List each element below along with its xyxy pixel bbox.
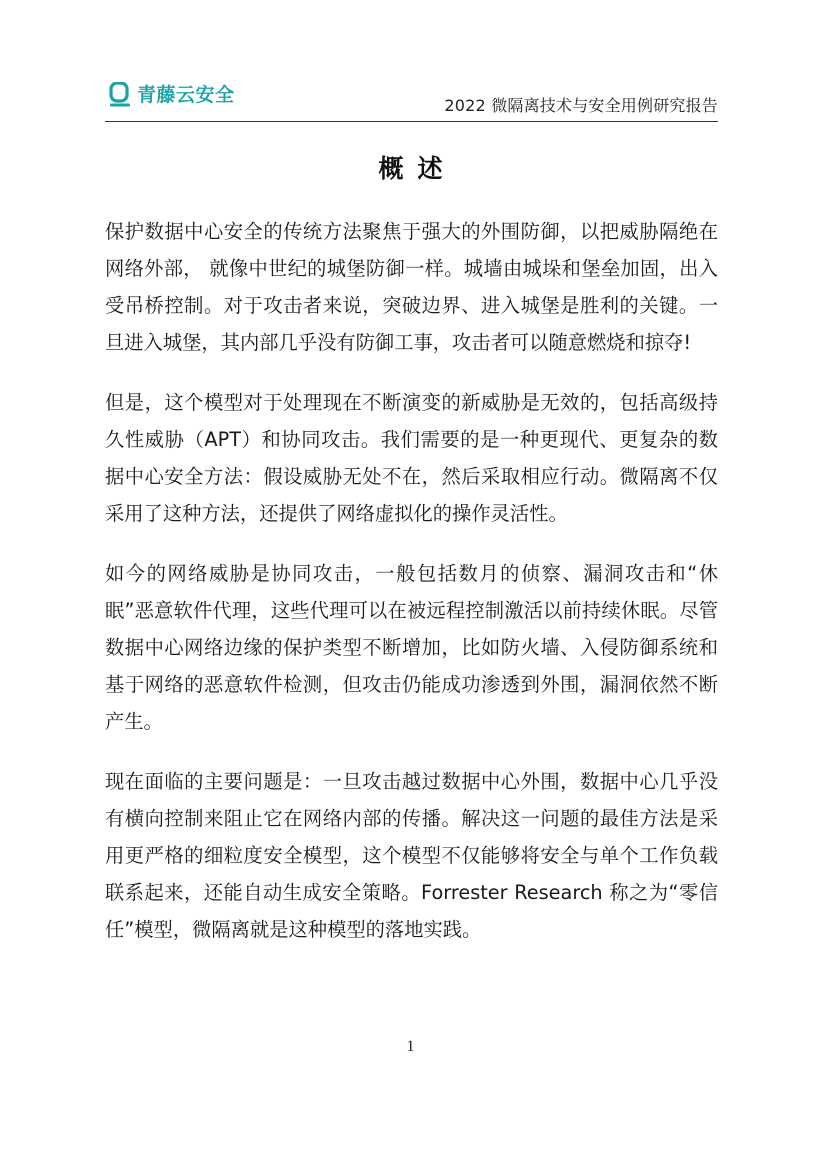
paragraph: 现在面临的主要问题是：一旦攻击越过数据中心外围，数据中心几乎没有横向控制来阻止它在网络内部的传播。解决这一问题的最佳方法是采用更严格的细粒度安全模型，这个模型不仅能够将安全与单个工作负载联系起来，还能自动生成安全策略。Forrester Research 称之为“零信任”模型，微隔离就是这种模型的落地实践。 xyxy=(105,770,718,941)
paragraph: 如今的网络威胁是协同攻击，一般包括数月的侦察、漏洞攻击和“休眠”恶意软件代理，这些代理可以在被远程控制激活以前持续休眠。尽管数据中心网络边缘的保护类型不断增加，比如防火墙、入侵防御系统和基于网络的恶意软件检测，但攻击仍能成功渗透到外围，漏洞依然不断产生。 xyxy=(105,562,718,733)
paragraph: 但是，这个模型对于处理现在不断演变的新威胁是无效的，包括高级持久性威胁（APT）和协同攻击。我们需要的是一种更现代、更复杂的数据中心安全方法：假设威胁无处不在，然后采取相应行动。微隔离不仅采用了这种方法，还提供了网络虚拟化的操作灵活性。 xyxy=(105,391,718,525)
paragraph: 保护数据中心安全的传统方法聚焦于强大的外围防御，以把威胁隔绝在网络外部， 就像中世纪的城堡防御一样。城墙由城垛和堡垒加固，出入受吊桥控制。对于攻击者来说，突破边界、进入城堡是胜利的关键。一旦进入城堡，其内部几乎没有防御工事，攻击者可以随意燃烧和掠夺! xyxy=(105,220,718,354)
report-title: 2022 微隔离技术与安全用例研究报告 xyxy=(444,96,718,115)
body-text xyxy=(105,213,718,971)
page-header xyxy=(105,80,718,122)
page-number: 1 xyxy=(406,1038,415,1055)
brand-logo xyxy=(109,82,235,108)
section-title: 概述 xyxy=(378,154,457,183)
brand-name: 青藤云安全 xyxy=(137,84,235,106)
header-divider xyxy=(105,121,718,122)
brand-logo-icon xyxy=(109,82,131,108)
